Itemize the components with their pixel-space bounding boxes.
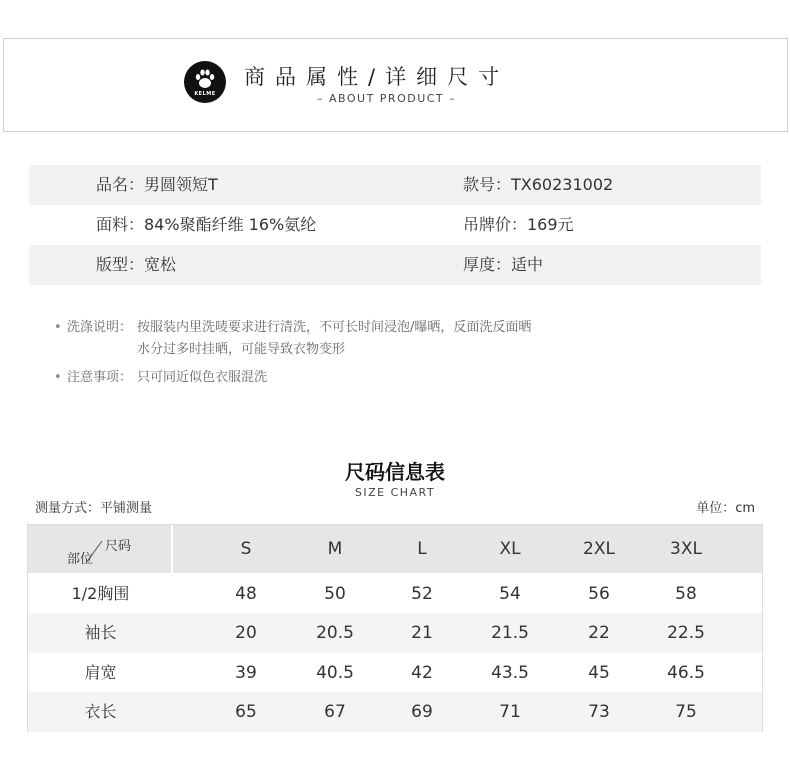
table-cell: 22 <box>588 623 610 643</box>
table-cell: 20 <box>235 623 257 643</box>
corner-size-label: 尺码 <box>105 539 132 554</box>
corner-part-label: 部位 <box>67 552 94 567</box>
section-title: 商品属性/详细尺寸 <box>244 65 510 89</box>
table-cell: 42 <box>411 663 433 683</box>
unit-label: 单位：cm <box>696 501 755 516</box>
property-row <box>29 245 761 285</box>
table-cell: 65 <box>235 702 257 722</box>
size-col-header: 2XL <box>583 539 615 559</box>
product-header <box>3 38 788 132</box>
table-cell: 58 <box>675 584 697 604</box>
property-left: 版型：宽松 <box>96 255 177 274</box>
note-text-line: 按服装内里洗唛要求进行清洗，不可长时间浸泡/曝晒，反面洗反面晒 <box>137 320 532 335</box>
table-row <box>28 692 762 732</box>
property-right: 吊牌价：169元 <box>463 215 574 234</box>
row-label: 1/2胸围 <box>71 584 130 603</box>
table-cell: 67 <box>324 702 346 722</box>
bullet: • <box>54 320 62 335</box>
table-row <box>28 574 762 614</box>
paw-icon <box>193 67 217 91</box>
size-col-header: S <box>240 539 252 559</box>
row-label: 衣长 <box>84 702 117 721</box>
row-label: 袖长 <box>84 623 117 642</box>
note-label: 洗涤说明： <box>67 320 133 335</box>
table-cell: 20.5 <box>316 623 354 643</box>
table-cell: 52 <box>411 584 433 604</box>
table-cell: 21.5 <box>491 623 529 643</box>
size-col-header: XL <box>499 539 521 559</box>
product-properties <box>29 165 761 285</box>
size-col-header: 3XL <box>670 539 702 559</box>
table-cell: 50 <box>324 584 346 604</box>
section-subtitle: – ABOUT PRODUCT – <box>317 92 457 105</box>
table-cell: 21 <box>411 623 433 643</box>
size-columns <box>28 525 762 573</box>
size-table-header <box>28 525 762 573</box>
property-row <box>29 205 761 245</box>
logo-text: KELME <box>194 91 216 97</box>
bullet: • <box>54 370 62 385</box>
property-left: 面料：84%聚酯纤维 16%氨纶 <box>96 215 317 234</box>
table-cell: 71 <box>499 702 521 722</box>
property-right: 款号：TX60231002 <box>463 175 614 194</box>
table-cell: 56 <box>588 584 610 604</box>
size-chart-title: 尺码信息表 <box>345 460 445 484</box>
size-table <box>27 524 763 732</box>
table-cell: 46.5 <box>667 663 705 683</box>
property-right: 厚度：适中 <box>463 255 544 274</box>
table-row <box>28 613 762 653</box>
size-col-header: L <box>417 539 427 559</box>
table-cell: 40.5 <box>316 663 354 683</box>
size-col-header: M <box>327 539 343 559</box>
measure-method: 测量方式：平铺测量 <box>35 501 153 516</box>
table-cell: 48 <box>235 584 257 604</box>
table-cell: 45 <box>588 663 610 683</box>
table-cell: 75 <box>675 702 697 722</box>
row-label: 肩宽 <box>84 663 117 682</box>
property-row <box>29 165 761 205</box>
note-label: 注意事项： <box>67 370 133 385</box>
property-left: 品名：男圆领短T <box>96 175 218 194</box>
table-row <box>28 653 762 693</box>
table-cell: 39 <box>235 663 257 683</box>
note-text-line: 只可同近似色衣服混洗 <box>137 370 268 385</box>
size-chart-subtitle: SIZE CHART <box>354 486 436 499</box>
brand-logo <box>184 61 226 103</box>
note-text-line: 水分过多时挂晒，可能导致衣物变形 <box>137 342 346 357</box>
table-cell: 22.5 <box>667 623 705 643</box>
table-cell: 73 <box>588 702 610 722</box>
table-cell: 43.5 <box>491 663 529 683</box>
table-cell: 69 <box>411 702 433 722</box>
table-cell: 54 <box>499 584 521 604</box>
